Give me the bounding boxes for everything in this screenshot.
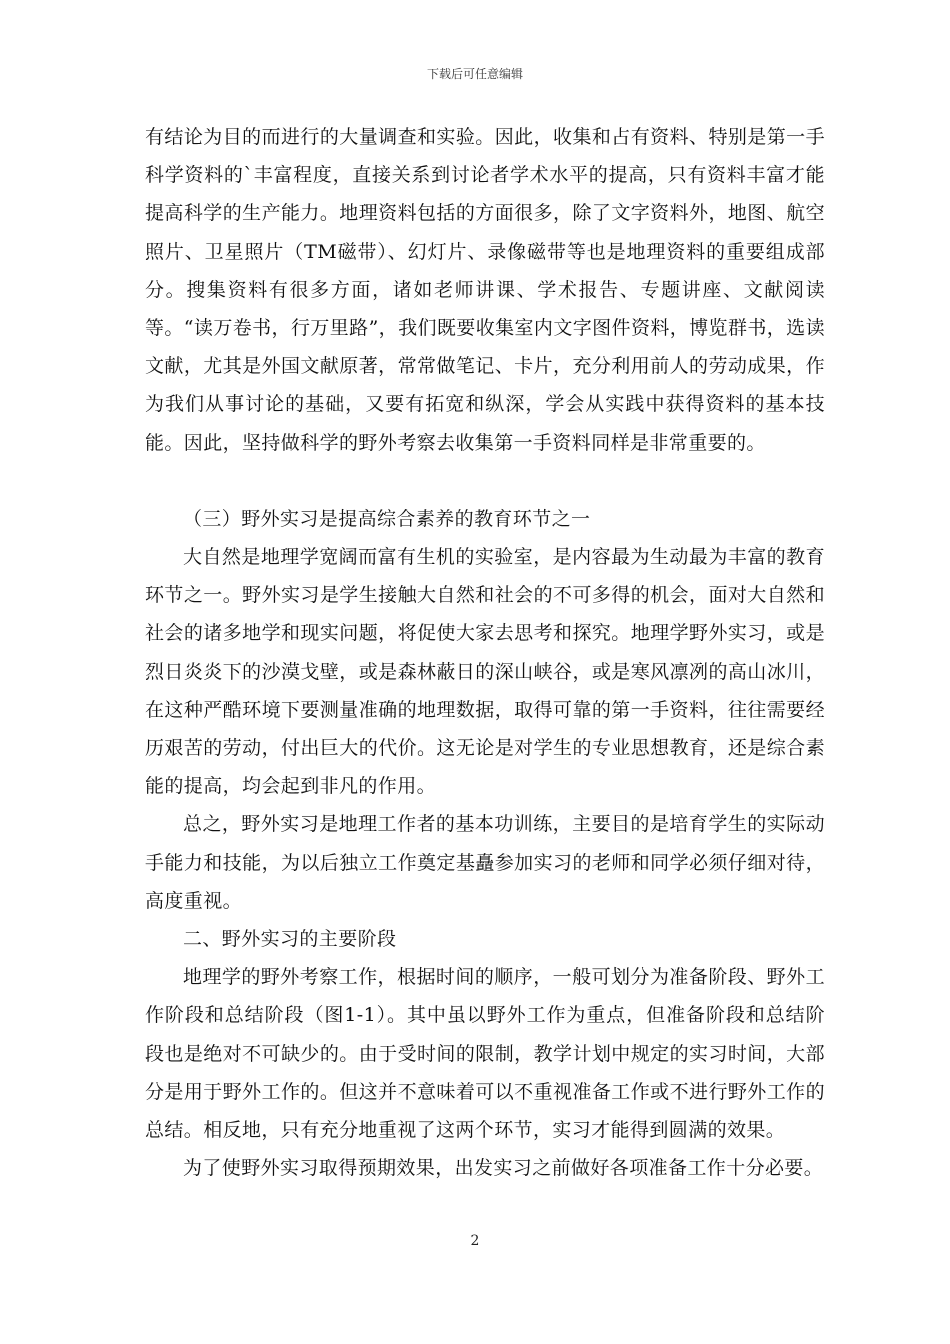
body-paragraph-continued: 有结论为目的而进行的大量调查和实验。因此，收集和占有资料、特别是第一手科学资料的`丰富程度，直接关系到讨论者学术水平的提高，只有资料丰富才能提高科学的生产能力。地理资料包括的方面很多，除了文字资料外，地图、航空照片、卫星照片（TM磁带）、幻灯片、录像磁带等也是地理资料的重要组成部分。搜集资料有很多方面，诸如老师讲课、学术报告、专题讲座、文献阅读等。“读万卷书，行万里路”，我们既要收集室内文字图件资料，博览群书，选读文献，尤其是外国文献原著，常常做笔记、卡片，充分利用前人的劳动成果，作为我们从事讨论的基础，又要有拓宽和纵深，学会从实践中获得资料的基本技能。因此，坚持做科学的野外考察去收集第一手资料同样是非常重要的。 bbox=[145, 126, 825, 454]
page-header: 下载后可任意编辑 bbox=[426, 67, 523, 81]
paragraph-gap bbox=[145, 462, 825, 500]
body-paragraph-summary: 总之，野外实习是地理工作者的基本功训练，主要目的是培育学生的实际动手能力和技能，为以后独立工作奠定基矗参加实习的老师和同学必须仔细对待，高度重视。 bbox=[145, 813, 825, 912]
page-number: 2 bbox=[470, 1233, 480, 1249]
section-heading-3: （三）野外实习是提高综合素养的教育环节之一 bbox=[183, 507, 591, 530]
body-paragraph-stages: 地理学的野外考察工作，根据时间的顺序，一般可划分为准备阶段、野外工作阶段和总结阶段（图1-1）。其中虽以野外工作为重点，但准备阶段和总结阶段也是绝对不可缺少的。由于受时间的限制，教学计划中规定的实习时间，大部分是用于野外工作的。但这并不意味着可以不重视准备工作或不进行野外工作的总结。相反地，只有充分地重视了这两个环节，实习才能得到圆满的效果。 bbox=[145, 966, 825, 1142]
section-heading-2: 二、野外实习的主要阶段 bbox=[183, 928, 397, 951]
body-paragraph-preparation: 为了使野外实习取得预期效果，出发实习之前做好各项准备工作十分必要。 bbox=[183, 1157, 824, 1180]
document-body bbox=[145, 118, 825, 1187]
body-paragraph-nature: 大自然是地理学宽阔而富有生机的实验室，是内容最为生动最为丰富的教育环节之一。野外实习是学生接触大自然和社会的不可多得的机会，面对大自然和社会的诸多地学和现实问题，将促使大家去思考和探究。地理学野外实习，或是烈日炎炎下的沙漠戈壁，或是森林蔽日的深山峡谷，或是寒风凛冽的高山冰川，在这种严酷环境下要测量准确的地理数据，取得可靠的第一手资料，往往需要经历艰苦的劳动，付出巨大的代价。这无论是对学生的专业思想教育，还是综合素能的提高，均会起到非凡的作用。 bbox=[145, 546, 825, 798]
